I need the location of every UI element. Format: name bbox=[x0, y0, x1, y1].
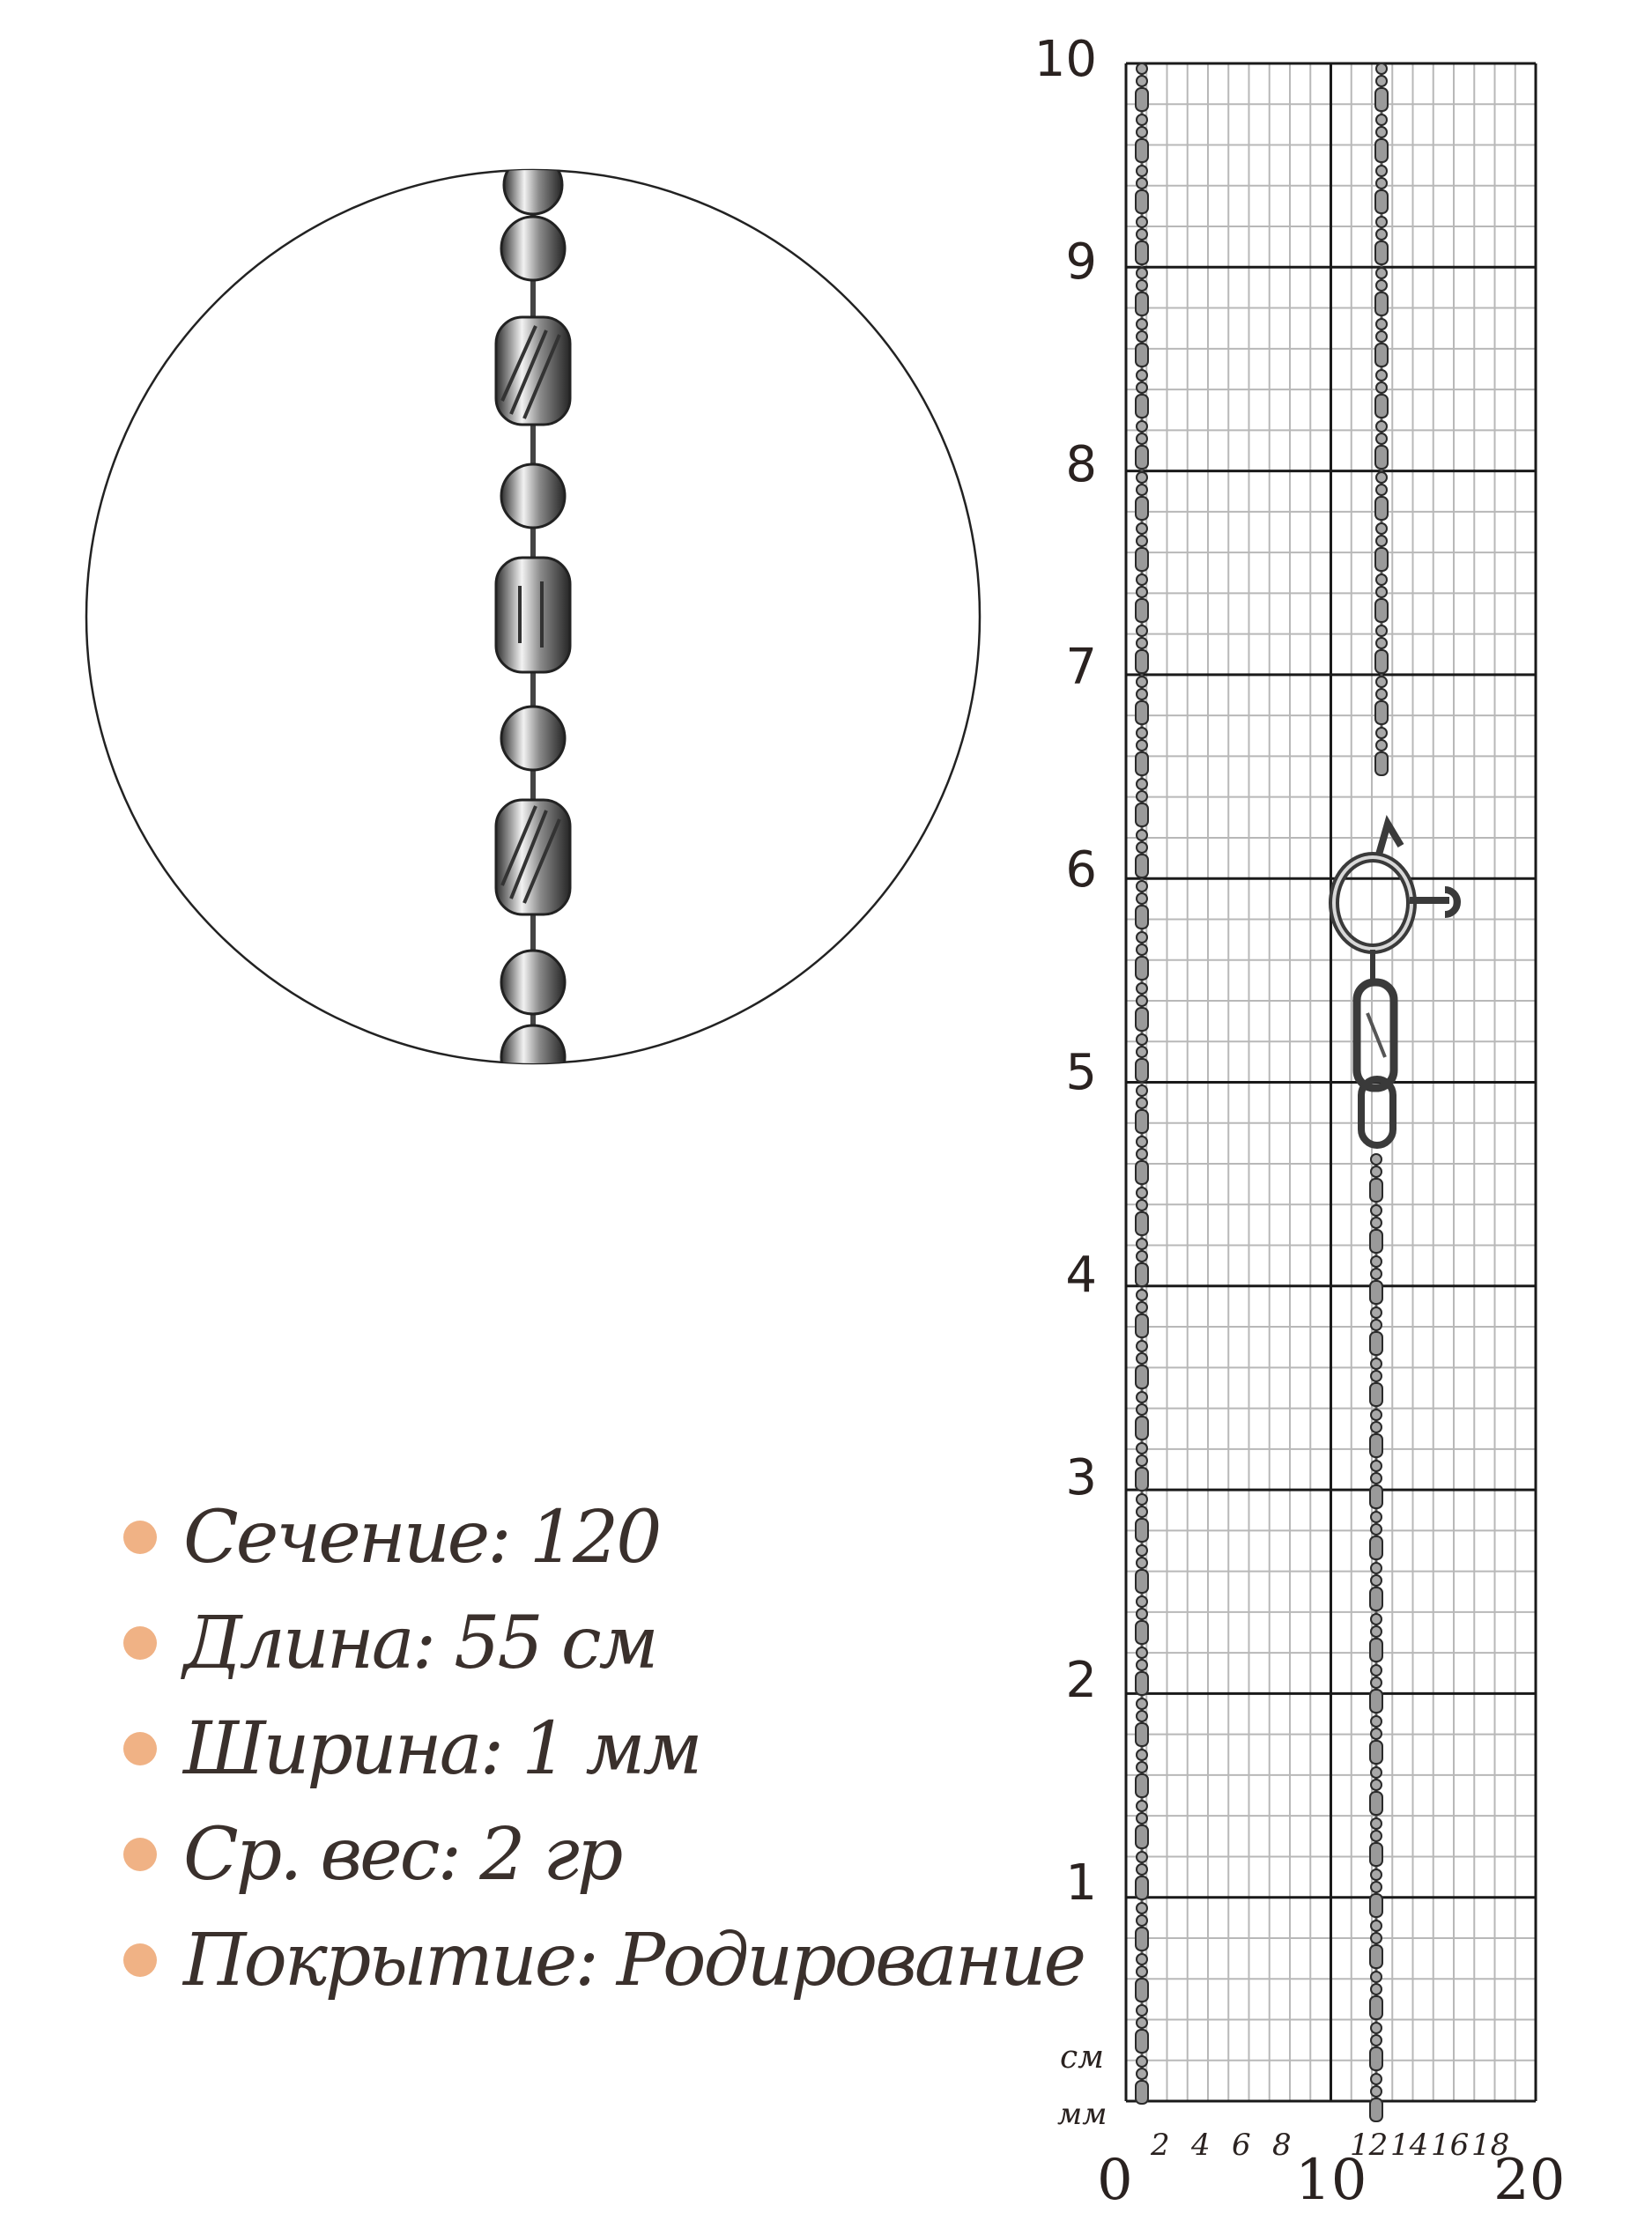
x-mm-2: 2 bbox=[1151, 2128, 1170, 2163]
y-tick-6: 6 bbox=[1065, 841, 1097, 899]
spec-item-weight bbox=[123, 1802, 1004, 1907]
x-mm-6: 6 bbox=[1232, 2128, 1251, 2163]
y-tick-3: 3 bbox=[1065, 1449, 1097, 1506]
x-mm-14: 14 bbox=[1390, 2128, 1429, 2163]
y-tick-8: 8 bbox=[1065, 436, 1097, 493]
unit-mm-label: мм bbox=[1057, 2097, 1108, 2132]
spec-label: Ширина: 1 мм bbox=[183, 1706, 700, 1791]
y-tick-1: 1 bbox=[1065, 1854, 1097, 1912]
x-cm-0: 0 bbox=[1097, 2148, 1133, 2213]
x-mm-4: 4 bbox=[1191, 2128, 1211, 2163]
bullet-dot bbox=[123, 1732, 157, 1765]
bullet-dot bbox=[123, 1521, 157, 1554]
y-tick-2: 2 bbox=[1065, 1652, 1097, 1709]
y-tick-10: 10 bbox=[1033, 31, 1097, 88]
x-mm-12: 12 bbox=[1350, 2128, 1389, 2163]
y-tick-7: 7 bbox=[1065, 639, 1097, 696]
x-cm-10: 10 bbox=[1295, 2148, 1367, 2213]
spec-label: Покрытие: Родирование bbox=[183, 1918, 1085, 2002]
spec-item-section bbox=[123, 1484, 1004, 1590]
spec-label: Ср. вес: 2 гр bbox=[183, 1812, 621, 1897]
unit-cm-label: см bbox=[1060, 2039, 1105, 2076]
bullet-dot bbox=[123, 1626, 157, 1660]
x-cm-20: 20 bbox=[1493, 2148, 1566, 2213]
y-tick-5: 5 bbox=[1065, 1044, 1097, 1101]
spec-item-width bbox=[123, 1696, 1004, 1802]
spec-item-length bbox=[123, 1590, 1004, 1696]
x-mm-18: 18 bbox=[1471, 2128, 1510, 2163]
x-mm-8: 8 bbox=[1272, 2128, 1292, 2163]
spec-item-coating bbox=[123, 1907, 1085, 2013]
spec-list bbox=[123, 1484, 1085, 2013]
spec-label: Сечение: 120 bbox=[183, 1495, 660, 1580]
spec-label: Длина: 55 см bbox=[183, 1601, 656, 1685]
y-tick-9: 9 bbox=[1065, 233, 1097, 291]
bullet-dot bbox=[123, 1943, 157, 1977]
bullet-dot bbox=[123, 1838, 157, 1871]
x-mm-16: 16 bbox=[1431, 2128, 1470, 2163]
y-tick-4: 4 bbox=[1065, 1247, 1097, 1304]
